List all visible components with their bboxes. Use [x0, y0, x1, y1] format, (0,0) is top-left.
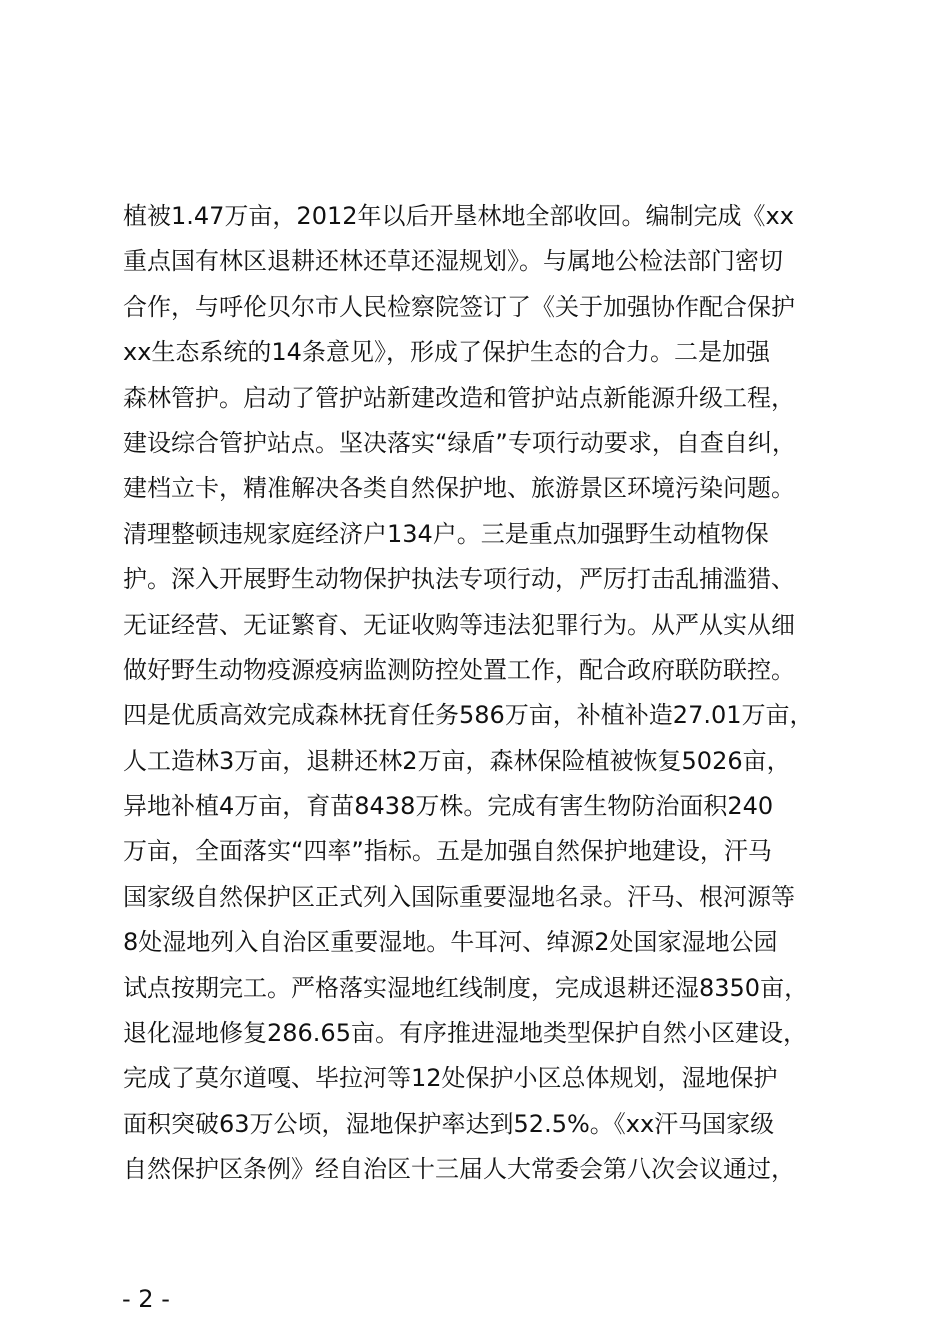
text-line-1: 植被1.47万亩，2012年以后开垦林地全部收回。编制完成《xx — [123, 202, 794, 230]
text-line-8: 清理整顿违规家庭经济户134户。三是重点加强野生动植物保 — [123, 519, 769, 548]
text-line-15: 万亩，全面落实“四率”指标。五是加强自然保护地建设，汗马 — [123, 837, 772, 866]
text-line-2: 重点国有林区退耕还林还草还湿规划》。与属地公检法部门密切 — [123, 247, 783, 276]
text-line-18: 试点按期完工。严格落实湿地红线制度，完成退耕还湿8350亩， — [123, 973, 809, 1002]
text-line-17: 8处湿地列入自治区重要湿地。牛耳河、绰源2处国家湿地公园 — [123, 928, 778, 957]
text-line-10: 无证经营、无证繁育、无证收购等违法犯罪行为。从严从实从细 — [123, 610, 795, 639]
text-line-9: 护。深入开展野生动物保护执法专项行动，严厉打击乱捕滥猎、 — [123, 565, 795, 594]
text-line-14: 异地补植4万亩，育苗8438万株。完成有害生物防治面积240 — [123, 792, 774, 821]
text-line-20: 完成了莫尔道嘎、毕拉河等12处保护小区总体规划，湿地保护 — [123, 1064, 778, 1093]
text-line-13: 人工造林3万亩，退耕还林2万亩，森林保险植被恢复5026亩， — [123, 746, 791, 775]
text-line-4: xx生态系统的14条意见》，形成了保护生态的合力。二是加强 — [123, 338, 770, 367]
text-line-12: 四是优质高效完成森林抚育任务586万亩，补植补造27.01万亩， — [123, 701, 814, 730]
page-number: - 2 - — [122, 1285, 170, 1313]
text-line-21: 面积突破63万公顷，湿地保护率达到52.5%。《xx汗马国家级 — [123, 1109, 775, 1138]
text-line-16: 国家级自然保护区正式列入国际重要湿地名录。汗马、根河源等 — [123, 882, 795, 911]
text-line-5: 森林管护。启动了管护站新建改造和管护站点新能源升级工程， — [123, 383, 795, 412]
text-line-3: 合作，与呼伦贝尔市人民检察院签订了《关于加强协作配合保护 — [123, 292, 795, 321]
text-line-7: 建档立卡，精准解决各类自然保护地、旅游景区环境污染问题。 — [123, 474, 795, 503]
body-text — [123, 194, 835, 1193]
text-line-22: 自然保护区条例》经自治区十三届人大常委会第八次会议通过， — [123, 1155, 795, 1184]
text-line-19: 退化湿地修复286.65亩。有序推进湿地类型保护自然小区建设， — [123, 1019, 807, 1048]
text-line-11: 做好野生动物疫源疫病监测防控处置工作，配合政府联防联控。 — [123, 655, 795, 684]
text-line-6: 建设综合管护站点。坚决落实“绿盾”专项行动要求，自查自纠， — [123, 428, 796, 457]
